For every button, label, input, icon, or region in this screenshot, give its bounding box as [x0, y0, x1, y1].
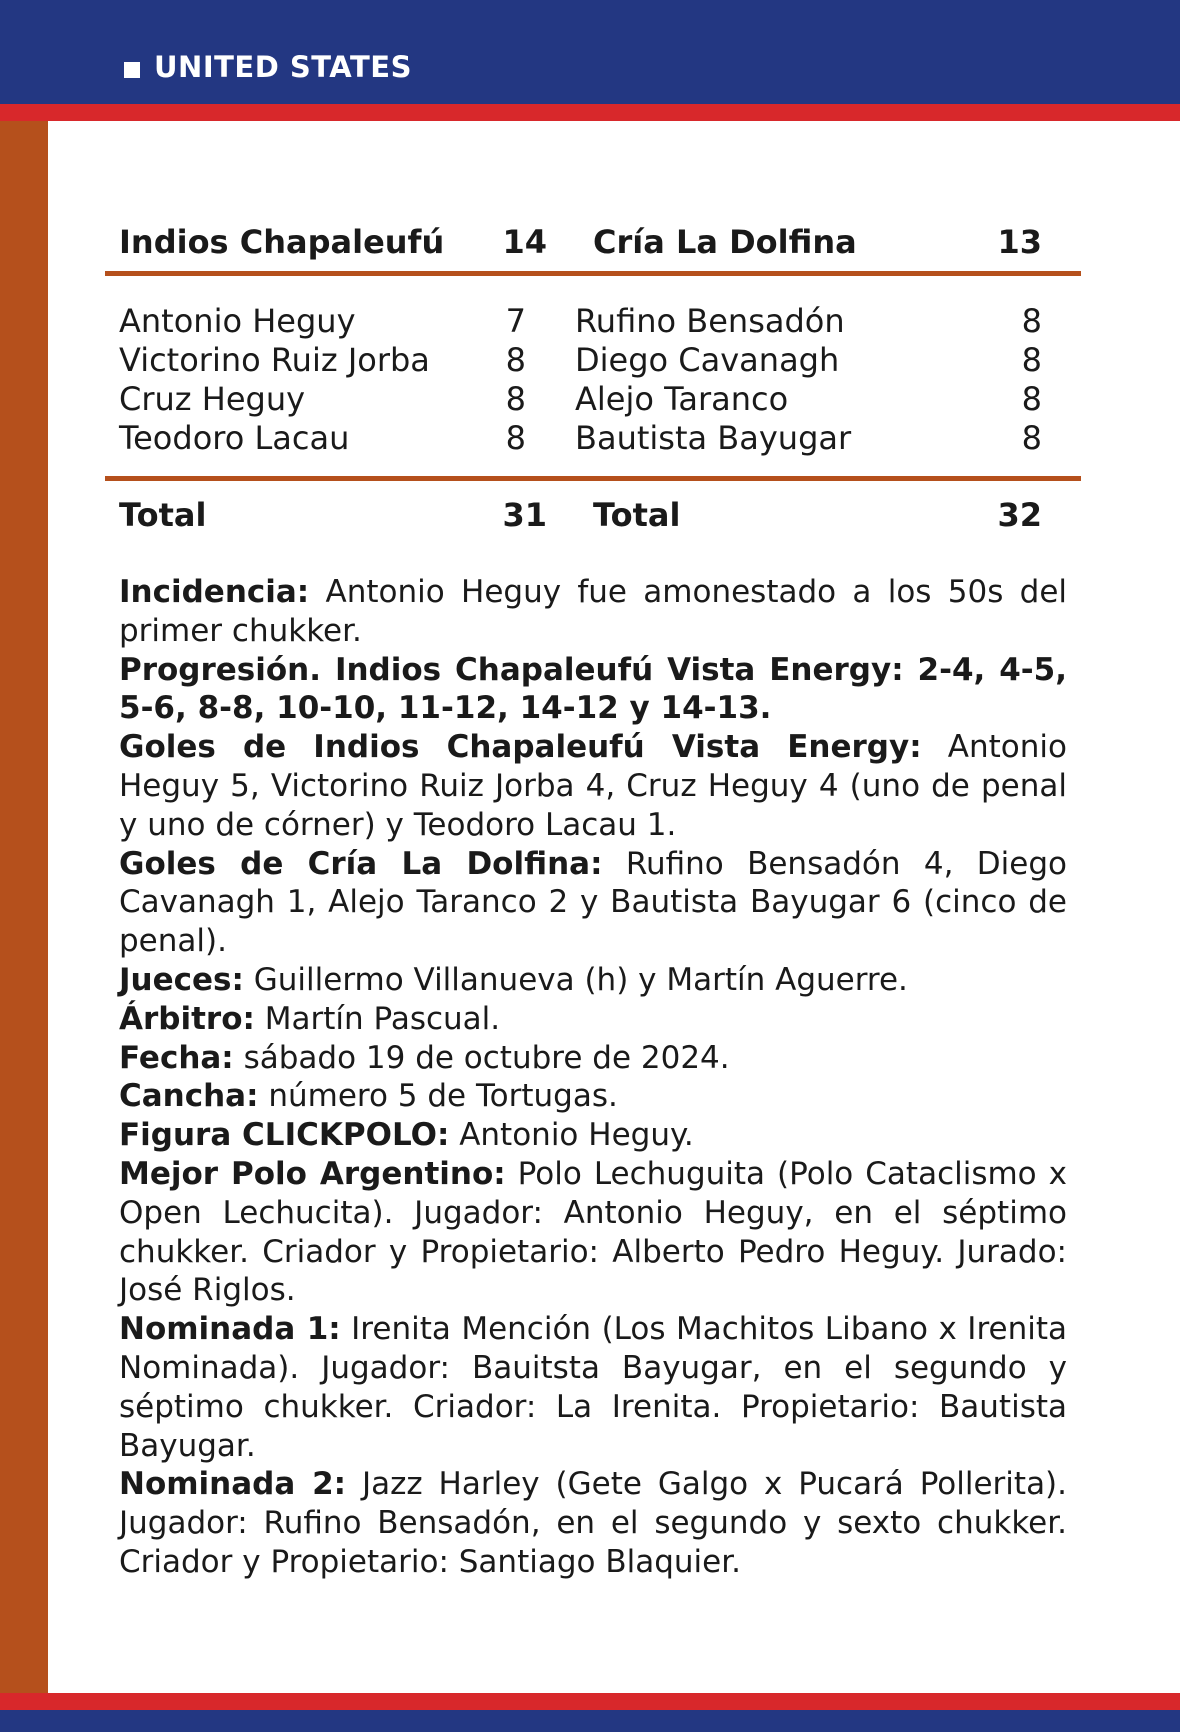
player-name: Alejo Taranco — [575, 380, 789, 418]
player-name: Rufino Bensadón — [575, 302, 845, 340]
note-goles-visitante: Goles de Cría La Dolfina: Rufino Bensadón 4, Diego Cavanagh 1, Alejo Taranco 2 y Bautista Bayugar 6 (cinco de penal). — [119, 845, 1067, 960]
footer-stripe — [0, 1693, 1180, 1710]
player-name: Diego Cavanagh — [575, 341, 840, 379]
divider-bottom — [105, 476, 1081, 481]
note-progresion: Progresión. Indios Chapaleufú Vista Energy: 2-4, 4-5, 5-6, 8-8, 10-10, 11-12, 14-12 y 14-13. — [119, 651, 1067, 727]
player-name: Antonio Heguy — [119, 302, 356, 340]
note-mejor-polo: Mejor Polo Argentino: Polo Lechuguita (Polo Cataclismo x Open Lechucita). Jugador: Antonio Heguy, en el séptimo chukker. Criador y Propietario: Alberto Pedro Heguy. Jurado: José Riglos. — [119, 1155, 1067, 1309]
note-arbitro: Árbitro: Martín Pascual. — [119, 1000, 501, 1037]
note-incidencia: Incidencia: Antonio Heguy fue amonestado a los 50s del primer chukker. — [119, 574, 1067, 649]
away-team-name: Cría La Dolfina — [593, 223, 857, 261]
player-handicap: 8 — [505, 341, 526, 379]
note-nominada-2: Nominada 2: Jazz Harley (Gete Galgo x Pucará Pollerita). Jugador: Rufino Bensadón, en el segundo y sexto chukker. Criador y Propietario: Santiago Blaquier. — [119, 1466, 1068, 1580]
divider-top — [105, 271, 1081, 276]
footer-bar — [0, 1710, 1180, 1732]
home-team-score: 14 — [502, 223, 547, 261]
note-cancha: Cancha: número 5 de Tortugas. — [119, 1078, 618, 1115]
player-handicap: 8 — [505, 380, 526, 418]
home-total: 31 — [502, 496, 547, 534]
player-handicap: 8 — [1021, 419, 1042, 457]
player-handicap: 8 — [1021, 302, 1042, 340]
player-handicap: 8 — [1021, 380, 1042, 418]
player-handicap: 8 — [1021, 341, 1042, 379]
player-name: Bautista Bayugar — [575, 419, 852, 457]
home-total-label: Total — [119, 496, 207, 534]
player-handicap: 8 — [505, 419, 526, 457]
note-nominada-1: Nominada 1: Irenita Mención (Los Machitos Libano x Irenita Nominada). Jugador: Bauitsta Bayugar, en el segundo y séptimo chukker. Criador: La Irenita. Propietario: Bautista Bayugar. — [119, 1311, 1067, 1464]
player-handicap: 7 — [505, 302, 526, 340]
home-team-name: Indios Chapaleufú — [119, 223, 445, 261]
note-figura: Figura CLICKPOLO: Antonio Heguy. — [119, 1117, 694, 1154]
player-name: Victorino Ruiz Jorba — [119, 341, 430, 379]
note-jueces: Jueces: Guillermo Villanueva (h) y Martín Aguerre. — [119, 961, 908, 998]
note-goles-local: Goles de Indios Chapaleufú Vista Energy: Antonio Heguy 5, Victorino Ruiz Jorba 4, Cruz Heguy 4 (uno de penal y uno de córner) y Teodoro Lacau 1. — [119, 729, 1067, 843]
section-title: UNITED STATES — [154, 50, 412, 84]
side-bar — [0, 121, 48, 1693]
away-total: 32 — [997, 496, 1042, 534]
player-name: Teodoro Lacau — [119, 419, 350, 457]
player-name: Cruz Heguy — [119, 380, 306, 418]
away-total-label: Total — [593, 496, 681, 534]
header-stripe — [0, 104, 1180, 121]
away-team-score: 13 — [997, 223, 1042, 261]
header-square-icon — [124, 62, 140, 78]
note-fecha: Fecha: sábado 19 de octubre de 2024. — [119, 1039, 730, 1076]
match-notes — [119, 573, 1067, 1582]
